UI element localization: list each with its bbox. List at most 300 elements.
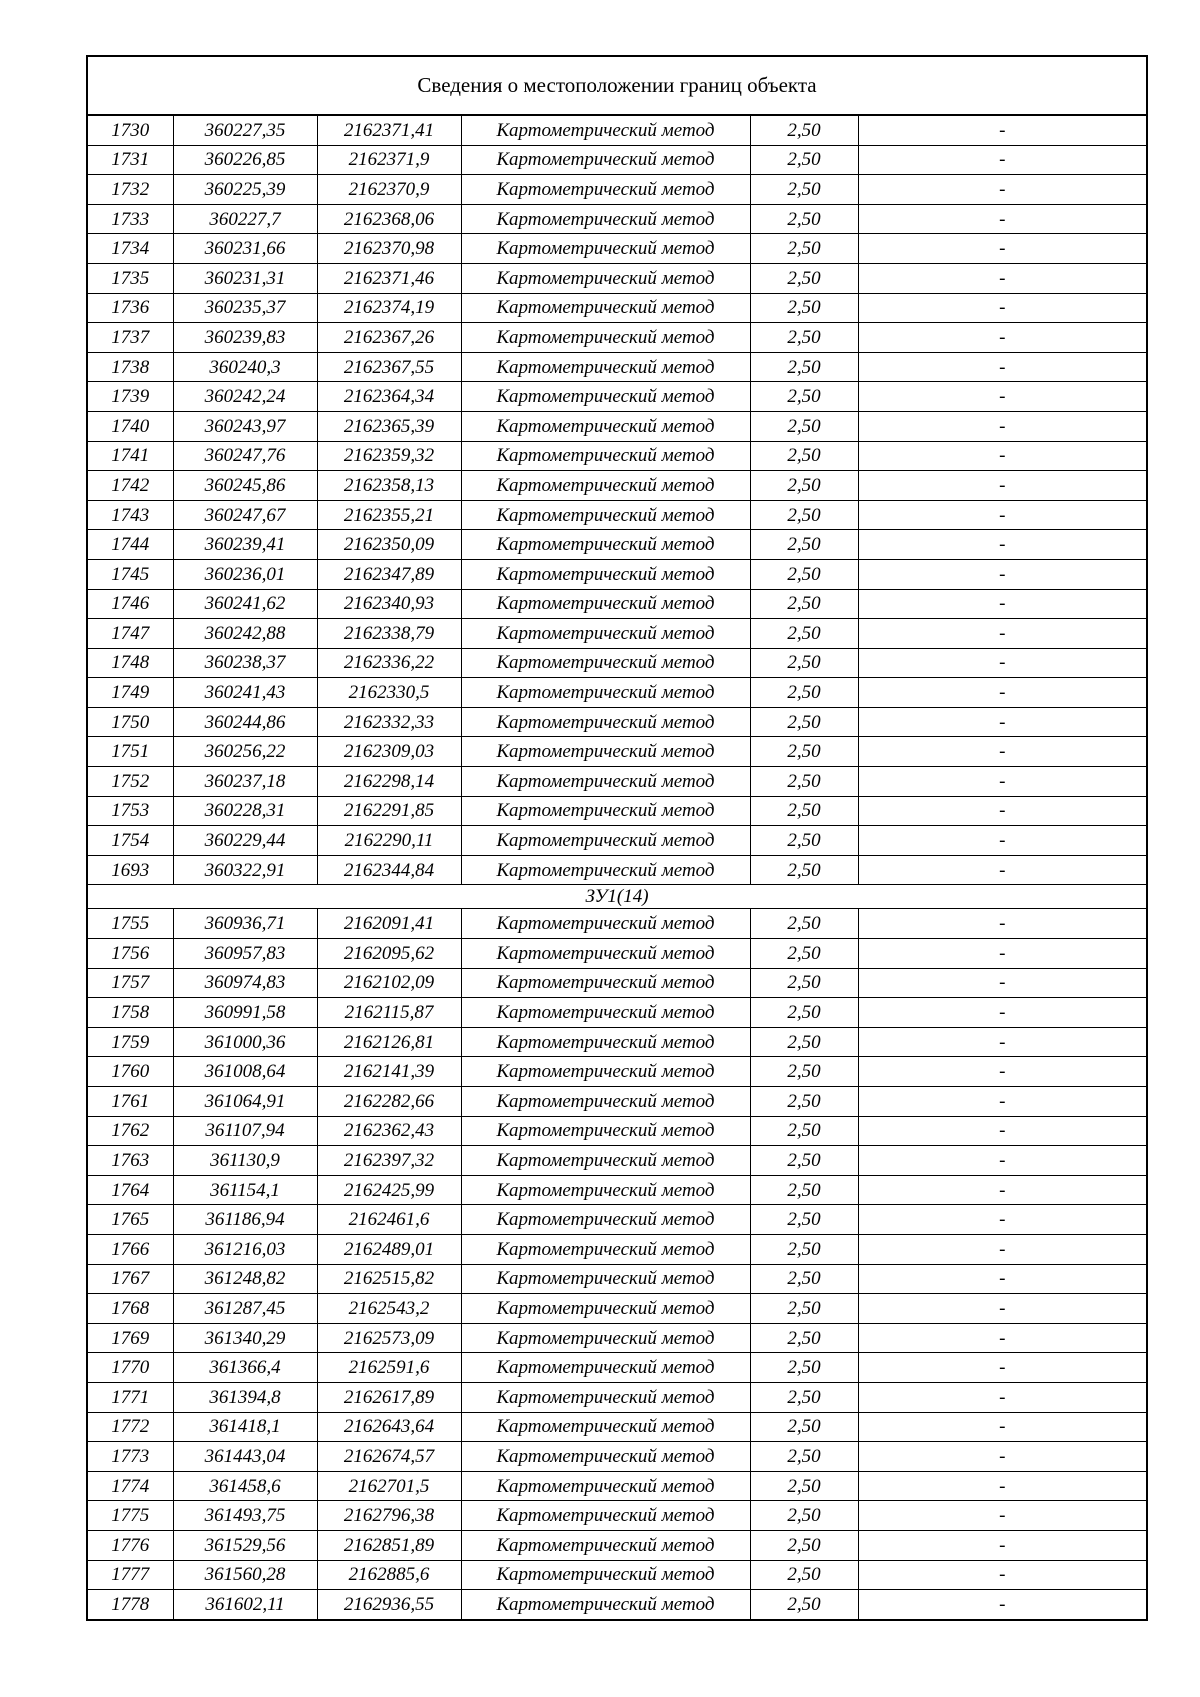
x-coordinate-cell: 361064,91 (173, 1087, 317, 1117)
description-cell: - (858, 1501, 1146, 1531)
description-cell: - (858, 1087, 1146, 1117)
description-cell: - (858, 796, 1146, 826)
x-coordinate-cell: 361216,03 (173, 1234, 317, 1264)
accuracy-cell: 2,50 (750, 1471, 858, 1501)
method-cell: Картометрический метод (461, 1175, 750, 1205)
method-cell: Картометрический метод (461, 234, 750, 264)
accuracy-cell: 2,50 (750, 175, 858, 205)
coordinates-table-body (88, 116, 1146, 1619)
description-cell: - (858, 939, 1146, 969)
y-coordinate-cell: 2162309,03 (317, 737, 461, 767)
accuracy-cell: 2,50 (750, 767, 858, 797)
point-number-cell: 1768 (88, 1294, 173, 1324)
point-number-cell: 1778 (88, 1590, 173, 1619)
boundary-table-sheet (86, 55, 1148, 1621)
point-number-cell: 1735 (88, 263, 173, 293)
accuracy-cell: 2,50 (750, 1057, 858, 1087)
x-coordinate-cell: 360226,85 (173, 145, 317, 175)
method-cell: Картометрический метод (461, 323, 750, 353)
y-coordinate-cell: 2162367,26 (317, 323, 461, 353)
y-coordinate-cell: 2162617,89 (317, 1382, 461, 1412)
point-number-cell: 1741 (88, 441, 173, 471)
accuracy-cell: 2,50 (750, 678, 858, 708)
y-coordinate-cell: 2162282,66 (317, 1087, 461, 1117)
accuracy-cell: 2,50 (750, 441, 858, 471)
table-row (88, 648, 1146, 678)
x-coordinate-cell: 361458,6 (173, 1471, 317, 1501)
description-cell: - (858, 1116, 1146, 1146)
y-coordinate-cell: 2162091,41 (317, 909, 461, 939)
accuracy-cell: 2,50 (750, 500, 858, 530)
x-coordinate-cell: 361529,56 (173, 1530, 317, 1560)
description-cell: - (858, 1057, 1146, 1087)
accuracy-cell: 2,50 (750, 1087, 858, 1117)
point-number-cell: 1758 (88, 998, 173, 1028)
accuracy-cell: 2,50 (750, 1590, 858, 1619)
point-number-cell: 1763 (88, 1146, 173, 1176)
x-coordinate-cell: 361560,28 (173, 1560, 317, 1590)
point-number-cell: 1744 (88, 530, 173, 560)
description-cell: - (858, 263, 1146, 293)
point-number-cell: 1752 (88, 767, 173, 797)
y-coordinate-cell: 2162674,57 (317, 1442, 461, 1472)
description-cell: - (858, 1323, 1146, 1353)
table-row (88, 939, 1146, 969)
table-row (88, 589, 1146, 619)
table-row (88, 998, 1146, 1028)
description-cell: - (858, 530, 1146, 560)
description-cell: - (858, 707, 1146, 737)
table-row (88, 263, 1146, 293)
table-row (88, 1442, 1146, 1472)
x-coordinate-cell: 360237,18 (173, 767, 317, 797)
description-cell: - (858, 767, 1146, 797)
y-coordinate-cell: 2162141,39 (317, 1057, 461, 1087)
accuracy-cell: 2,50 (750, 471, 858, 501)
method-cell: Картометрический метод (461, 1590, 750, 1619)
x-coordinate-cell: 360957,83 (173, 939, 317, 969)
point-number-cell: 1731 (88, 145, 173, 175)
description-cell: - (858, 826, 1146, 856)
description-cell: - (858, 737, 1146, 767)
table-row (88, 530, 1146, 560)
description-cell: - (858, 1471, 1146, 1501)
method-cell: Картометрический метод (461, 619, 750, 649)
accuracy-cell: 2,50 (750, 909, 858, 939)
description-cell: - (858, 678, 1146, 708)
accuracy-cell: 2,50 (750, 1560, 858, 1590)
description-cell: - (858, 1382, 1146, 1412)
accuracy-cell: 2,50 (750, 1175, 858, 1205)
accuracy-cell: 2,50 (750, 1205, 858, 1235)
method-cell: Картометрический метод (461, 293, 750, 323)
method-cell: Картометрический метод (461, 968, 750, 998)
method-cell: Картометрический метод (461, 1353, 750, 1383)
accuracy-cell: 2,50 (750, 619, 858, 649)
accuracy-cell: 2,50 (750, 1146, 858, 1176)
accuracy-cell: 2,50 (750, 707, 858, 737)
x-coordinate-cell: 360239,83 (173, 323, 317, 353)
table-row (88, 1175, 1146, 1205)
table-row (88, 1294, 1146, 1324)
table-row (88, 1087, 1146, 1117)
method-cell: Картометрический метод (461, 1412, 750, 1442)
point-number-cell: 1745 (88, 559, 173, 589)
description-cell: - (858, 648, 1146, 678)
x-coordinate-cell: 361602,11 (173, 1590, 317, 1619)
point-number-cell: 1767 (88, 1264, 173, 1294)
y-coordinate-cell: 2162126,81 (317, 1027, 461, 1057)
method-cell: Картометрический метод (461, 1323, 750, 1353)
y-coordinate-cell: 2162364,34 (317, 382, 461, 412)
x-coordinate-cell: 360227,7 (173, 204, 317, 234)
table-row (88, 1560, 1146, 1590)
method-cell: Картометрический метод (461, 145, 750, 175)
y-coordinate-cell: 2162461,6 (317, 1205, 461, 1235)
method-cell: Картометрический метод (461, 1560, 750, 1590)
accuracy-cell: 2,50 (750, 855, 858, 885)
y-coordinate-cell: 2162370,98 (317, 234, 461, 264)
y-coordinate-cell: 2162371,41 (317, 116, 461, 145)
x-coordinate-cell: 360225,39 (173, 175, 317, 205)
point-number-cell: 1777 (88, 1560, 173, 1590)
method-cell: Картометрический метод (461, 411, 750, 441)
x-coordinate-cell: 361394,8 (173, 1382, 317, 1412)
description-cell: - (858, 1530, 1146, 1560)
description-cell: - (858, 411, 1146, 441)
description-cell: - (858, 500, 1146, 530)
table-row (88, 1530, 1146, 1560)
x-coordinate-cell: 360227,35 (173, 116, 317, 145)
y-coordinate-cell: 2162374,19 (317, 293, 461, 323)
accuracy-cell: 2,50 (750, 263, 858, 293)
accuracy-cell: 2,50 (750, 737, 858, 767)
table-row (88, 855, 1146, 885)
y-coordinate-cell: 2162355,21 (317, 500, 461, 530)
point-number-cell: 1730 (88, 116, 173, 145)
point-number-cell: 1733 (88, 204, 173, 234)
method-cell: Картометрический метод (461, 939, 750, 969)
accuracy-cell: 2,50 (750, 1501, 858, 1531)
x-coordinate-cell: 360936,71 (173, 909, 317, 939)
x-coordinate-cell: 360243,97 (173, 411, 317, 441)
x-coordinate-cell: 361248,82 (173, 1264, 317, 1294)
table-row (88, 767, 1146, 797)
point-number-cell: 1751 (88, 737, 173, 767)
method-cell: Картометрический метод (461, 1382, 750, 1412)
y-coordinate-cell: 2162543,2 (317, 1294, 461, 1324)
accuracy-cell: 2,50 (750, 559, 858, 589)
method-cell: Картометрический метод (461, 998, 750, 1028)
description-cell: - (858, 968, 1146, 998)
method-cell: Картометрический метод (461, 1442, 750, 1472)
table-row (88, 678, 1146, 708)
method-cell: Картометрический метод (461, 382, 750, 412)
y-coordinate-cell: 2162332,33 (317, 707, 461, 737)
table-row (88, 1057, 1146, 1087)
description-cell: - (858, 1264, 1146, 1294)
y-coordinate-cell: 2162397,32 (317, 1146, 461, 1176)
method-cell: Картометрический метод (461, 530, 750, 560)
table-row (88, 1205, 1146, 1235)
point-number-cell: 1765 (88, 1205, 173, 1235)
y-coordinate-cell: 2162358,13 (317, 471, 461, 501)
method-cell: Картометрический метод (461, 767, 750, 797)
method-cell: Картометрический метод (461, 471, 750, 501)
point-number-cell: 1750 (88, 707, 173, 737)
method-cell: Картометрический метод (461, 204, 750, 234)
accuracy-cell: 2,50 (750, 1530, 858, 1560)
y-coordinate-cell: 2162338,79 (317, 619, 461, 649)
method-cell: Картометрический метод (461, 441, 750, 471)
y-coordinate-cell: 2162489,01 (317, 1234, 461, 1264)
description-cell: - (858, 382, 1146, 412)
table-title: Сведения о местоположении границ объекта (88, 57, 1146, 116)
y-coordinate-cell: 2162371,9 (317, 145, 461, 175)
method-cell: Картометрический метод (461, 737, 750, 767)
y-coordinate-cell: 2162851,89 (317, 1530, 461, 1560)
point-number-cell: 1762 (88, 1116, 173, 1146)
y-coordinate-cell: 2162344,84 (317, 855, 461, 885)
table-row (88, 234, 1146, 264)
method-cell: Картометрический метод (461, 1530, 750, 1560)
description-cell: - (858, 1205, 1146, 1235)
y-coordinate-cell: 2162102,09 (317, 968, 461, 998)
description-cell: - (858, 589, 1146, 619)
point-number-cell: 1739 (88, 382, 173, 412)
accuracy-cell: 2,50 (750, 530, 858, 560)
point-number-cell: 1755 (88, 909, 173, 939)
table-row (88, 619, 1146, 649)
table-row (88, 1382, 1146, 1412)
description-cell: - (858, 175, 1146, 205)
table-row (88, 352, 1146, 382)
x-coordinate-cell: 360247,67 (173, 500, 317, 530)
method-cell: Картометрический метод (461, 909, 750, 939)
x-coordinate-cell: 360974,83 (173, 968, 317, 998)
table-row (88, 1471, 1146, 1501)
accuracy-cell: 2,50 (750, 939, 858, 969)
y-coordinate-cell: 2162095,62 (317, 939, 461, 969)
point-number-cell: 1743 (88, 500, 173, 530)
y-coordinate-cell: 2162347,89 (317, 559, 461, 589)
method-cell: Картометрический метод (461, 855, 750, 885)
accuracy-cell: 2,50 (750, 1442, 858, 1472)
description-cell: - (858, 471, 1146, 501)
accuracy-cell: 2,50 (750, 145, 858, 175)
table-row (88, 1027, 1146, 1057)
method-cell: Картометрический метод (461, 1471, 750, 1501)
x-coordinate-cell: 360991,58 (173, 998, 317, 1028)
y-coordinate-cell: 2162371,46 (317, 263, 461, 293)
y-coordinate-cell: 2162573,09 (317, 1323, 461, 1353)
description-cell: - (858, 441, 1146, 471)
point-number-cell: 1772 (88, 1412, 173, 1442)
accuracy-cell: 2,50 (750, 352, 858, 382)
x-coordinate-cell: 360238,37 (173, 648, 317, 678)
description-cell: - (858, 1027, 1146, 1057)
y-coordinate-cell: 2162796,38 (317, 1501, 461, 1531)
description-cell: - (858, 1412, 1146, 1442)
table-row (88, 1353, 1146, 1383)
x-coordinate-cell: 360239,41 (173, 530, 317, 560)
table-row (88, 1501, 1146, 1531)
x-coordinate-cell: 360247,76 (173, 441, 317, 471)
point-number-cell: 1737 (88, 323, 173, 353)
table-row (88, 500, 1146, 530)
accuracy-cell: 2,50 (750, 323, 858, 353)
accuracy-cell: 2,50 (750, 1382, 858, 1412)
accuracy-cell: 2,50 (750, 116, 858, 145)
description-cell: - (858, 909, 1146, 939)
x-coordinate-cell: 361418,1 (173, 1412, 317, 1442)
accuracy-cell: 2,50 (750, 204, 858, 234)
table-row (88, 1590, 1146, 1619)
description-cell: - (858, 855, 1146, 885)
point-number-cell: 1770 (88, 1353, 173, 1383)
table-row (88, 909, 1146, 939)
point-number-cell: 1759 (88, 1027, 173, 1057)
table-row (88, 175, 1146, 205)
table-row (88, 1323, 1146, 1353)
description-cell: - (858, 1590, 1146, 1619)
description-cell: - (858, 1234, 1146, 1264)
y-coordinate-cell: 2162885,6 (317, 1560, 461, 1590)
description-cell: - (858, 1294, 1146, 1324)
method-cell: Картометрический метод (461, 500, 750, 530)
description-cell: - (858, 1353, 1146, 1383)
y-coordinate-cell: 2162368,06 (317, 204, 461, 234)
description-cell: - (858, 234, 1146, 264)
method-cell: Картометрический метод (461, 1501, 750, 1531)
x-coordinate-cell: 360245,86 (173, 471, 317, 501)
accuracy-cell: 2,50 (750, 1323, 858, 1353)
x-coordinate-cell: 361154,1 (173, 1175, 317, 1205)
accuracy-cell: 2,50 (750, 411, 858, 441)
y-coordinate-cell: 2162291,85 (317, 796, 461, 826)
y-coordinate-cell: 2162290,11 (317, 826, 461, 856)
y-coordinate-cell: 2162362,43 (317, 1116, 461, 1146)
x-coordinate-cell: 360241,62 (173, 589, 317, 619)
accuracy-cell: 2,50 (750, 1353, 858, 1383)
x-coordinate-cell: 361000,36 (173, 1027, 317, 1057)
method-cell: Картометрический метод (461, 589, 750, 619)
x-coordinate-cell: 361287,45 (173, 1294, 317, 1324)
y-coordinate-cell: 2162643,64 (317, 1412, 461, 1442)
section-label: ЗУ1(14) (88, 885, 1146, 909)
method-cell: Картометрический метод (461, 1087, 750, 1117)
method-cell: Картометрический метод (461, 1116, 750, 1146)
point-number-cell: 1734 (88, 234, 173, 264)
point-number-cell: 1775 (88, 1501, 173, 1531)
method-cell: Картометрический метод (461, 263, 750, 293)
x-coordinate-cell: 360231,66 (173, 234, 317, 264)
method-cell: Картометрический метод (461, 796, 750, 826)
point-number-cell: 1766 (88, 1234, 173, 1264)
y-coordinate-cell: 2162370,9 (317, 175, 461, 205)
y-coordinate-cell: 2162340,93 (317, 589, 461, 619)
y-coordinate-cell: 2162591,6 (317, 1353, 461, 1383)
y-coordinate-cell: 2162115,87 (317, 998, 461, 1028)
x-coordinate-cell: 360242,88 (173, 619, 317, 649)
x-coordinate-cell: 360228,31 (173, 796, 317, 826)
point-number-cell: 1774 (88, 1471, 173, 1501)
table-row (88, 796, 1146, 826)
y-coordinate-cell: 2162701,5 (317, 1471, 461, 1501)
table-row (88, 293, 1146, 323)
point-number-cell: 1748 (88, 648, 173, 678)
point-number-cell: 1736 (88, 293, 173, 323)
method-cell: Картометрический метод (461, 1294, 750, 1324)
method-cell: Картометрический метод (461, 1057, 750, 1087)
point-number-cell: 1757 (88, 968, 173, 998)
table-row (88, 382, 1146, 412)
description-cell: - (858, 293, 1146, 323)
x-coordinate-cell: 360231,31 (173, 263, 317, 293)
accuracy-cell: 2,50 (750, 1116, 858, 1146)
accuracy-cell: 2,50 (750, 1264, 858, 1294)
description-cell: - (858, 323, 1146, 353)
table-row (88, 559, 1146, 589)
x-coordinate-cell: 361107,94 (173, 1116, 317, 1146)
point-number-cell: 1740 (88, 411, 173, 441)
x-coordinate-cell: 361130,9 (173, 1146, 317, 1176)
method-cell: Картометрический метод (461, 352, 750, 382)
x-coordinate-cell: 361186,94 (173, 1205, 317, 1235)
description-cell: - (858, 352, 1146, 382)
method-cell: Картометрический метод (461, 707, 750, 737)
x-coordinate-cell: 361366,4 (173, 1353, 317, 1383)
description-cell: - (858, 116, 1146, 145)
table-row (88, 968, 1146, 998)
point-number-cell: 1773 (88, 1442, 173, 1472)
table-row (88, 1264, 1146, 1294)
table-row (88, 1116, 1146, 1146)
method-cell: Картометрический метод (461, 1234, 750, 1264)
y-coordinate-cell: 2162365,39 (317, 411, 461, 441)
method-cell: Картометрический метод (461, 1264, 750, 1294)
y-coordinate-cell: 2162367,55 (317, 352, 461, 382)
point-number-cell: 1753 (88, 796, 173, 826)
accuracy-cell: 2,50 (750, 998, 858, 1028)
point-number-cell: 1776 (88, 1530, 173, 1560)
point-number-cell: 1761 (88, 1087, 173, 1117)
x-coordinate-cell: 361008,64 (173, 1057, 317, 1087)
x-coordinate-cell: 360235,37 (173, 293, 317, 323)
point-number-cell: 1747 (88, 619, 173, 649)
y-coordinate-cell: 2162350,09 (317, 530, 461, 560)
y-coordinate-cell: 2162298,14 (317, 767, 461, 797)
description-cell: - (858, 1175, 1146, 1205)
point-number-cell: 1746 (88, 589, 173, 619)
accuracy-cell: 2,50 (750, 234, 858, 264)
point-number-cell: 1742 (88, 471, 173, 501)
method-cell: Картометрический метод (461, 559, 750, 589)
description-cell: - (858, 1442, 1146, 1472)
coordinates-table (88, 116, 1146, 1619)
accuracy-cell: 2,50 (750, 1412, 858, 1442)
table-row (88, 1412, 1146, 1442)
description-cell: - (858, 1146, 1146, 1176)
table-row (88, 1234, 1146, 1264)
accuracy-cell: 2,50 (750, 1027, 858, 1057)
point-number-cell: 1760 (88, 1057, 173, 1087)
table-row (88, 826, 1146, 856)
method-cell: Картометрический метод (461, 1146, 750, 1176)
table-row (88, 411, 1146, 441)
point-number-cell: 1693 (88, 855, 173, 885)
method-cell: Картометрический метод (461, 1205, 750, 1235)
